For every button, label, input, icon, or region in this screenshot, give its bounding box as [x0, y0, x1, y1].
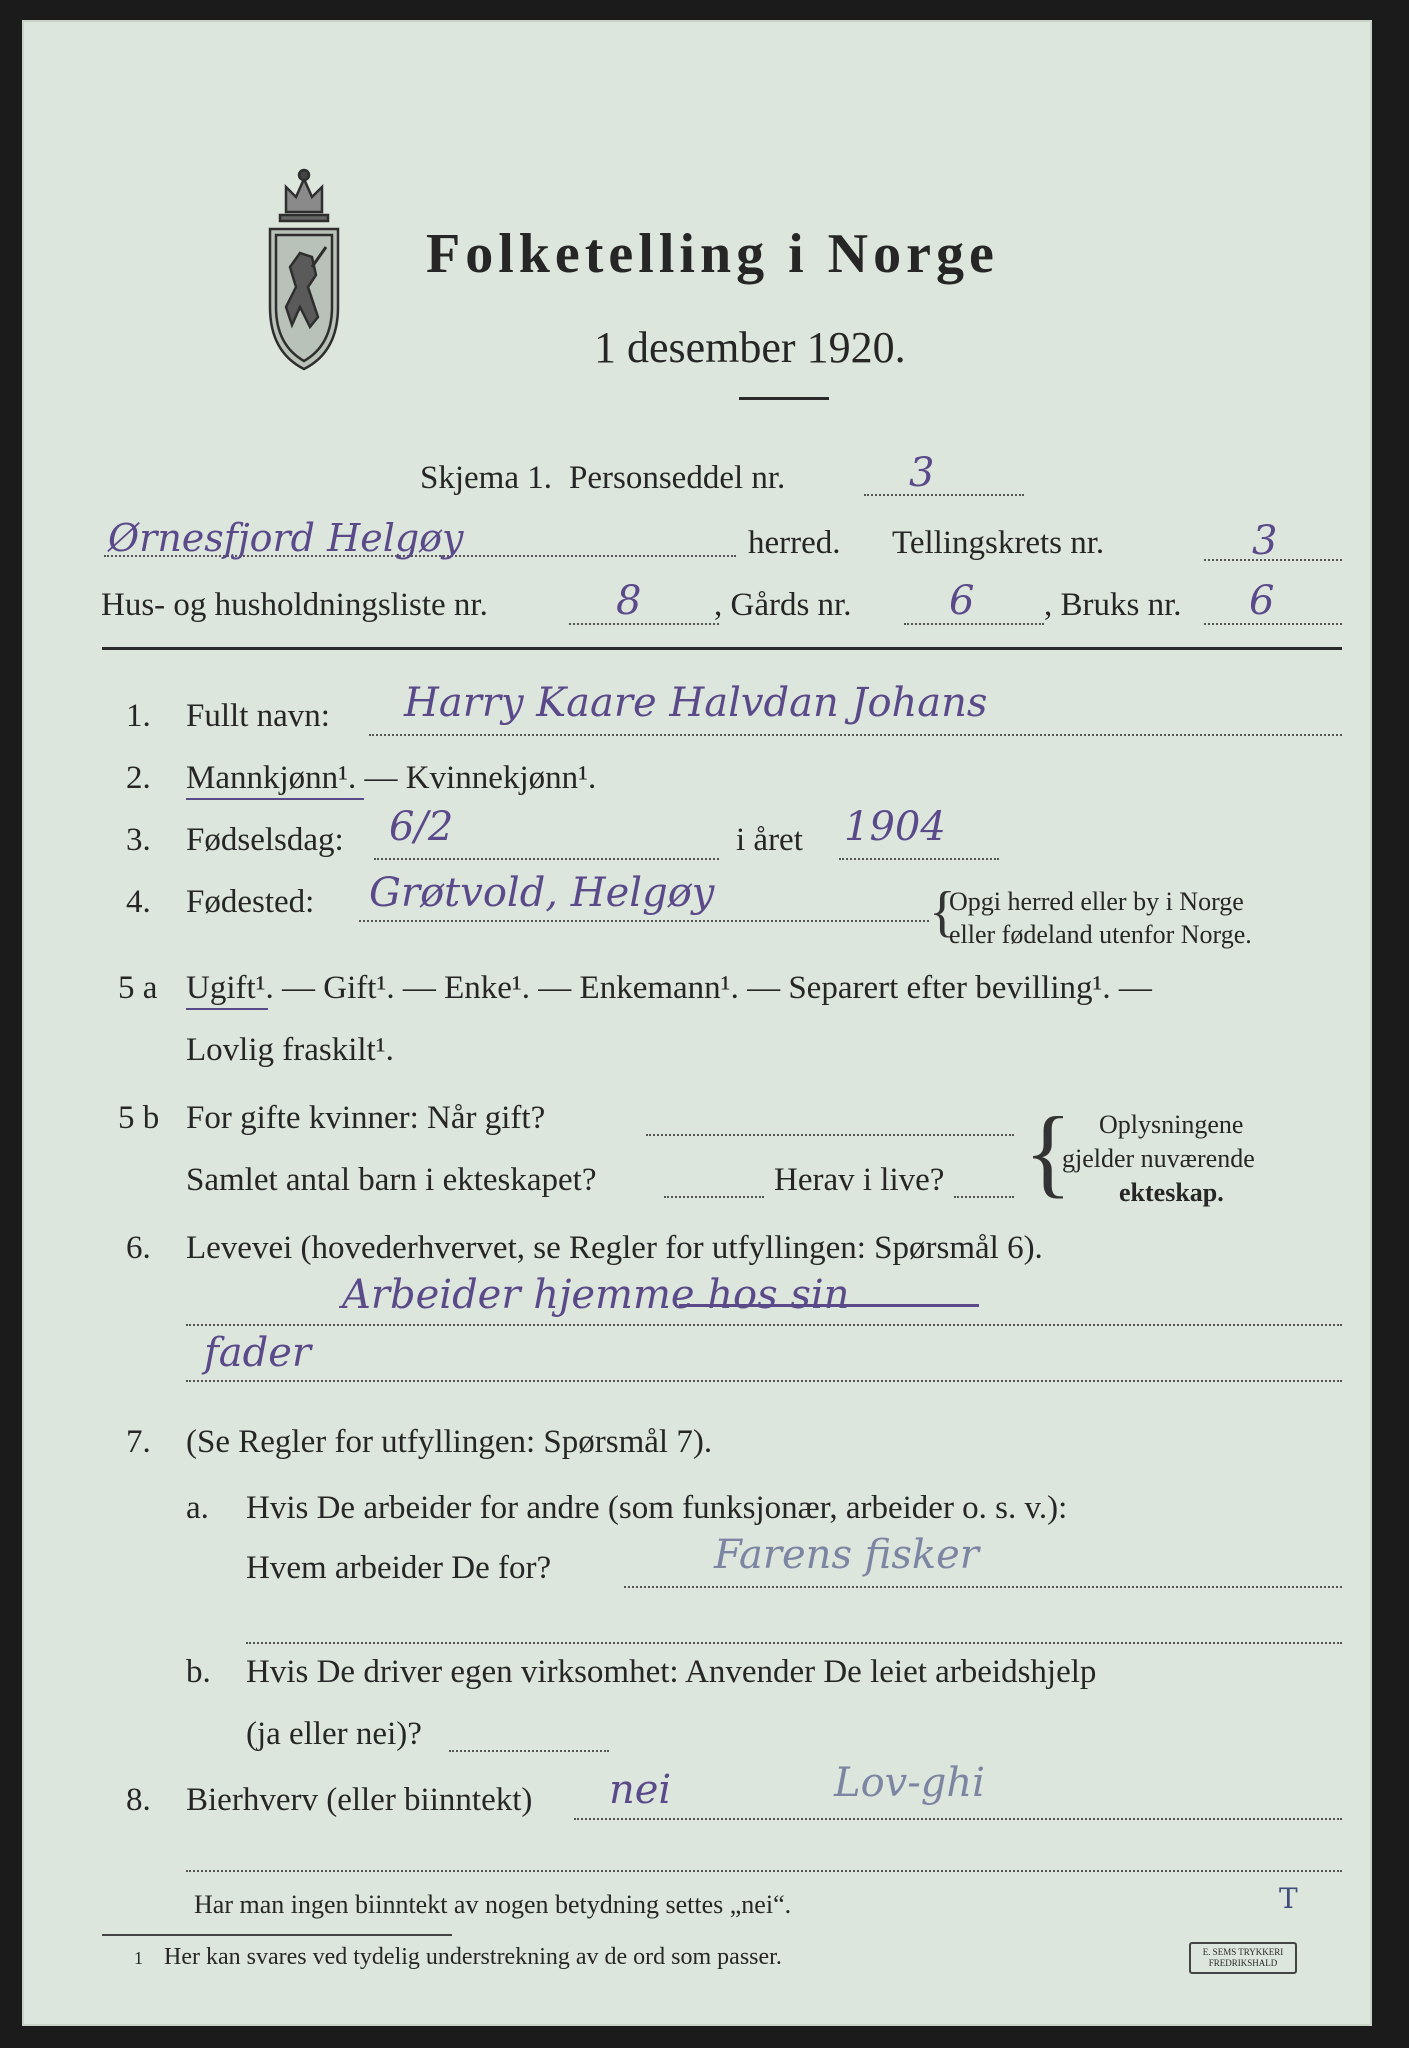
- birthday-value: 6/2: [389, 804, 454, 850]
- bruks-label: , Bruks nr.: [1044, 587, 1182, 623]
- employer-field-2[interactable]: [246, 1642, 1342, 1644]
- census-form: [22, 20, 1372, 2026]
- q8-label: Bierhverv (eller biinntekt): [186, 1782, 533, 1818]
- personseddel-label: Personseddel nr.: [569, 460, 786, 496]
- personseddel-value: 3: [909, 450, 935, 496]
- census-date: 1 desember 1920.: [594, 323, 906, 372]
- printer-stamp: E. SEMS TRYKKERI FREDRIKSHALD: [1189, 1942, 1297, 1974]
- q1-number: 1.: [126, 698, 151, 734]
- gards-value: 6: [949, 578, 975, 624]
- birthplace-value: Grøtvold, Helgøy: [369, 870, 715, 916]
- q5b-note-1: Oplysningene: [1099, 1110, 1244, 1139]
- form-title: Folketelling i Norge: [426, 223, 999, 285]
- marital-status-options-2[interactable]: Lovlig fraskilt¹.: [186, 1032, 394, 1068]
- herred-label: herred.: [748, 525, 841, 561]
- employer-value: Farens fisker: [714, 1532, 979, 1578]
- marital-status-options[interactable]: Ugift¹. — Gift¹. — Enke¹. — Enkemann¹. — Separert efter bevilling¹. —: [186, 970, 1152, 1006]
- q7a-number: a.: [186, 1490, 209, 1526]
- children-alive-label: Herav i live?: [774, 1162, 945, 1198]
- husliste-field[interactable]: [569, 623, 719, 625]
- no-income-note: Har man ingen biinntekt av nogen betydning settes „nei“.: [194, 1890, 792, 1919]
- birth-year-value: 1904: [844, 804, 946, 850]
- side-income-value-2: Lov-ghi: [834, 1760, 985, 1806]
- q7b-number: b.: [186, 1654, 211, 1690]
- q4-label: Fødested:: [186, 884, 315, 920]
- birthplace-field[interactable]: [359, 920, 929, 922]
- footer-divider: [102, 1934, 452, 1936]
- tellingskrets-value: 3: [1252, 518, 1278, 564]
- children-count-label: Samlet antal barn i ekteskapet?: [186, 1162, 597, 1198]
- side-income-value-1: nei: [609, 1767, 672, 1813]
- q7b-line-1: Hvis De driver egen virksomhet: Anvender De leiet arbeidshjelp: [246, 1654, 1097, 1690]
- q7-number: 7.: [126, 1424, 151, 1460]
- q3-label: Fødselsdag:: [186, 822, 344, 858]
- schema-label: Skjema 1.: [420, 460, 552, 496]
- corner-mark: T: [1279, 1882, 1298, 1915]
- gards-label: , Gårds nr.: [714, 587, 852, 623]
- q4-note-1: Opgi herred eller by i Norge: [949, 887, 1244, 916]
- full-name-field[interactable]: [369, 734, 1342, 736]
- gender-options[interactable]: Mannkjønn¹. — Kvinnekjønn¹.: [186, 760, 597, 796]
- q5b-number: 5 b: [118, 1100, 160, 1136]
- q3-number: 3.: [126, 822, 151, 858]
- q5b-brace: {: [1024, 1096, 1072, 1207]
- footnote-number: 1: [134, 1948, 143, 1968]
- q5b-note-3: ekteskap.: [1119, 1178, 1224, 1207]
- tellingskrets-label: Tellingskrets nr.: [892, 525, 1105, 561]
- bruks-value: 6: [1249, 578, 1275, 624]
- norwegian-coat-of-arms-icon: [256, 157, 352, 377]
- q8-number: 8.: [126, 1782, 151, 1818]
- children-alive-field[interactable]: [954, 1196, 1014, 1198]
- q7a-line-1: Hvis De arbeider for andre (som funksjonær, arbeider o. s. v.):: [246, 1490, 1068, 1526]
- q4-note-2: eller fødeland utenfor Norge.: [949, 920, 1252, 949]
- birth-year-field[interactable]: [839, 858, 999, 860]
- occupation-strikethrough: [679, 1304, 979, 1307]
- q5a-number: 5 a: [118, 970, 158, 1006]
- year-label: i året: [736, 822, 803, 858]
- footnote-text: Her kan svares ved tydelig understrekning av de ord som passer.: [164, 1944, 782, 1970]
- q6-number: 6.: [126, 1230, 151, 1266]
- employer-field[interactable]: [624, 1586, 1342, 1588]
- married-date-field[interactable]: [646, 1134, 1014, 1136]
- side-income-field[interactable]: [574, 1818, 1342, 1820]
- q2-number: 2.: [126, 760, 151, 796]
- q7a-line-2: Hvem arbeider De for?: [246, 1550, 552, 1586]
- husliste-label: Hus- og husholdningsliste nr.: [101, 587, 488, 623]
- birthday-field[interactable]: [374, 858, 719, 860]
- married-date-label: For gifte kvinner: Når gift?: [186, 1100, 546, 1136]
- occupation-value-1: Arbeider hjemme hos sin: [342, 1272, 850, 1318]
- side-income-field-2[interactable]: [186, 1870, 1342, 1872]
- occupation-field-2[interactable]: [186, 1380, 1342, 1382]
- hired-help-field[interactable]: [449, 1750, 609, 1752]
- personseddel-field[interactable]: [864, 494, 1024, 496]
- q5b-note-2: gjelder nuværende: [1062, 1144, 1255, 1173]
- full-name-value: Harry Kaare Halvdan Johans: [404, 680, 988, 726]
- q4-number: 4.: [126, 884, 151, 920]
- q7-label: (Se Regler for utfyllingen: Spørsmål 7).: [186, 1424, 713, 1460]
- occupation-value-2: fader: [204, 1330, 312, 1376]
- q6-label: Levevei (hovederhvervet, se Regler for utfyllingen: Spørsmål 6).: [186, 1230, 1043, 1266]
- marital-underline: [186, 1008, 268, 1010]
- title-divider: [739, 397, 829, 400]
- q7b-line-2: (ja eller nei)?: [246, 1716, 422, 1752]
- herred-value: Ørnesfjord Helgøy: [108, 516, 464, 560]
- gender-underline: [186, 798, 364, 800]
- husliste-value: 8: [616, 578, 642, 624]
- header-divider: [102, 647, 1342, 650]
- q1-label: Fullt navn:: [186, 698, 330, 734]
- occupation-field-1[interactable]: [186, 1324, 1342, 1326]
- q4-brace: {: [929, 881, 956, 943]
- children-count-field[interactable]: [664, 1196, 764, 1198]
